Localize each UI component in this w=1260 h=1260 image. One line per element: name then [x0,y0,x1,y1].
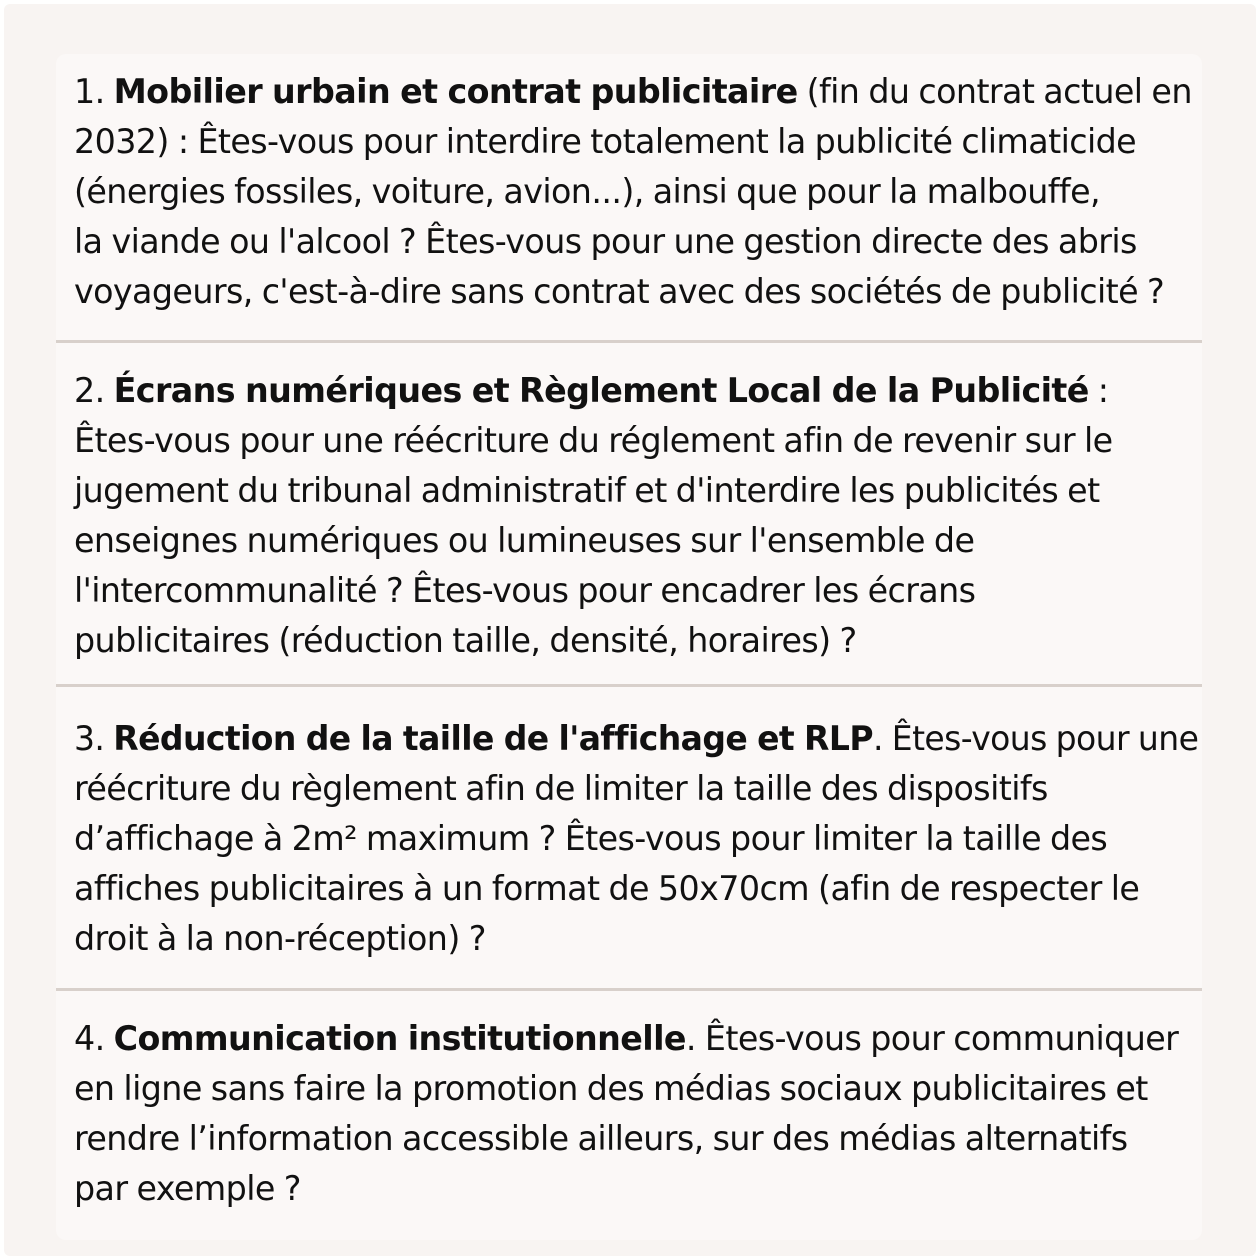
section-divider [56,684,1202,687]
question-line [74,366,1198,416]
section-divider [56,988,1202,991]
question-number: 4. [74,1019,105,1058]
question-title: Communication institutionnelle [113,1019,686,1058]
question-line: réécriture du règlement afin de limiter la taille des dispositifs [74,769,1048,808]
question-line: d’affichage à 2m² maximum ? Êtes-vous pour limiter la taille des [74,819,1108,858]
question-line: en ligne sans faire la promotion des médias sociaux publicitaires et [74,1069,1148,1108]
question-line: rendre l’information accessible ailleurs, sur des médias alternatifs [74,1119,1128,1158]
question-line [74,714,1199,764]
question-text: (fin du contrat actuel en [797,72,1192,111]
question-number: 3. [74,719,105,758]
section-divider [56,340,1202,343]
question-1 [74,67,1204,317]
question-text: . Êtes-vous pour une [872,719,1199,758]
question-line: enseignes numériques ou lumineuses sur l'ensemble de [74,521,975,560]
question-line [74,1014,1198,1064]
question-number: 1. [74,72,105,111]
question-3 [74,714,1204,964]
question-4 [74,1014,1204,1214]
question-text: : [1088,371,1109,410]
question-title: Écrans numériques et Règlement Local de la Publicité [113,371,1089,410]
question-text: . Êtes-vous pour communiquer [685,1019,1179,1058]
question-line: publicitaires (réduction taille, densité, horaires) ? [74,621,857,660]
question-line: 2032) : Êtes-vous pour interdire totalement la publicité climaticide [74,122,1137,161]
page-background [4,4,1256,1256]
question-2 [74,366,1204,666]
question-line: voyageurs, c'est-à-dire sans contrat avec des sociétés de publicité ? [74,272,1165,311]
question-line: par exemple ? [74,1169,301,1208]
question-line: affiches publicitaires à un format de 50x70cm (afin de respecter le [74,869,1140,908]
question-line: l'intercommunalité ? Êtes-vous pour encadrer les écrans [74,571,976,610]
question-line: Êtes-vous pour une réécriture du réglement afin de revenir sur le [74,421,1113,460]
question-line [74,67,1198,117]
question-line: droit à la non-réception) ? [74,919,486,958]
question-title: Mobilier urbain et contrat publicitaire [113,72,798,111]
question-line: la viande ou l'alcool ? Êtes-vous pour une gestion directe des abris [74,222,1137,261]
question-line: (énergies fossiles, voiture, avion...), ainsi que pour la malbouffe, [74,172,1100,211]
question-number: 2. [74,371,105,410]
question-line: jugement du tribunal administratif et d'interdire les publicités et [74,471,1100,510]
content-card [56,54,1202,1240]
question-title: Réduction de la taille de l'affichage et RLP [113,719,873,758]
